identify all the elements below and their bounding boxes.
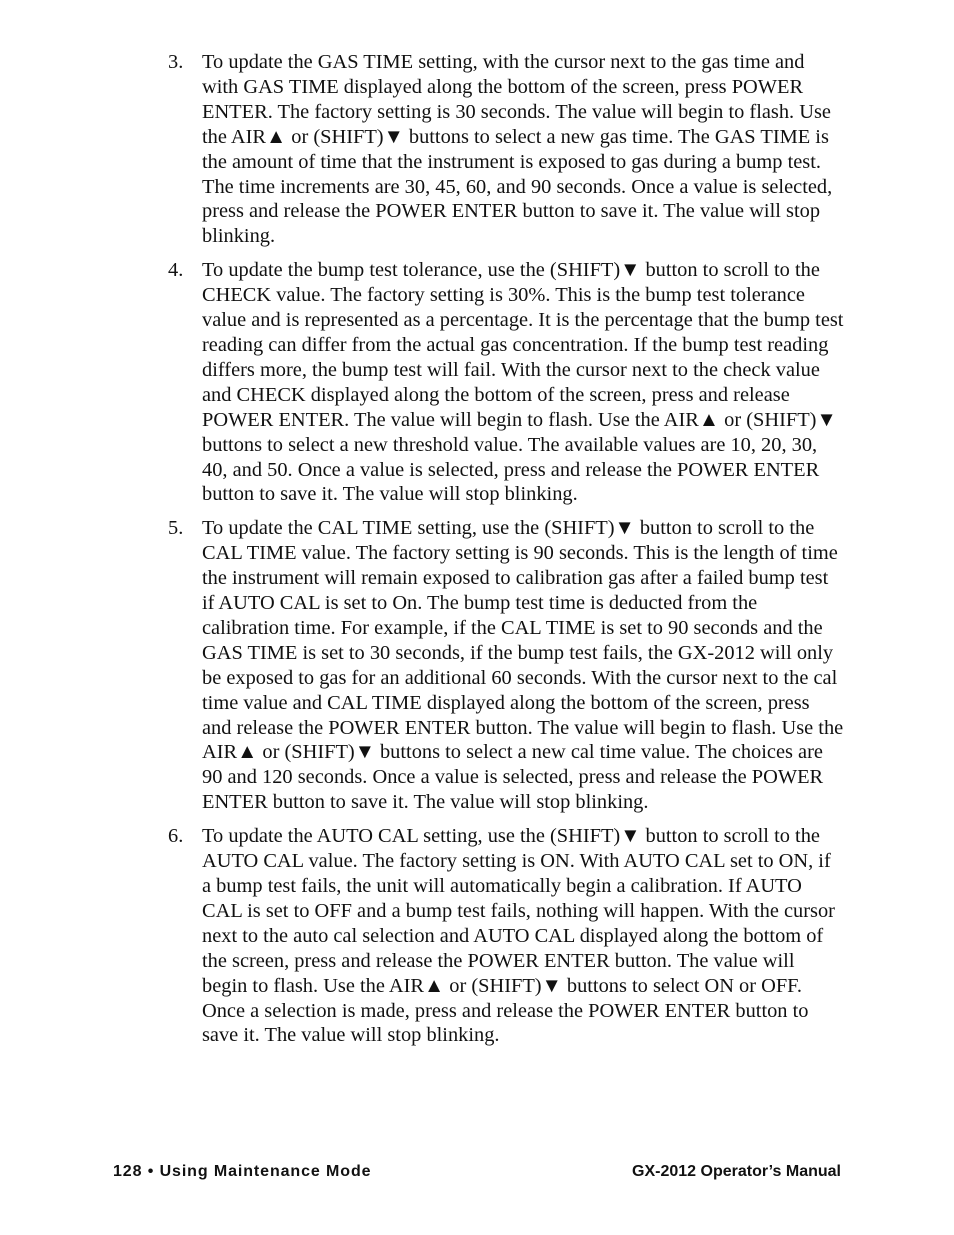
footer-page-section: 128 • Using Maintenance Mode: [113, 1163, 372, 1180]
instruction-steps: [168, 50, 844, 1057]
step-5: [168, 516, 844, 815]
step-number: 3.: [168, 51, 184, 73]
step-text: To update the CAL TIME setting, use the (SHIFT)▼ button to scroll to the CAL TIME value. The factory setting is 90 seconds. This is the length of time the instrument will remain exposed to calibration gas after a failed bump test if AUTO CAL is set to On. The bump test time is deducted from the calibration time. For example, if the CAL TIME is set to 90 seconds and the GAS TIME is set to 30 seconds, if the bump test fails, the GX-2012 will only be exposed to gas for an additional 60 seconds. With the cursor next to the cal time value and CAL TIME displayed along the bottom of the screen, press and release the POWER ENTER button. The value will begin to flash. Use the AIR▲ or (SHIFT)▼ buttons to select a new cal time value. The choices are 90 and 120 seconds. Once a value is selected, press and release the POWER ENTER button to save it. The value will stop blinking.: [202, 517, 844, 814]
step-number: 5.: [168, 517, 184, 540]
step-6: [168, 824, 844, 1048]
step-4: [168, 258, 844, 507]
step-text: To update the GAS TIME setting, with the cursor next to the gas time and with GAS TIME displayed along the bottom of the screen, press POWER ENTER. The factory setting is 30 seconds. The value will begin to flash. Use the AIR▲ or (SHIFT)▼ buttons to select a new gas time. The GAS TIME is the amount of time that the instrument is exposed to gas during a bump test. The time increments are 30, 45, 60, and 90 seconds. Once a value is selected, press and release the POWER ENTER button to save it. The value will stop blinking.: [202, 51, 833, 248]
step-text: To update the bump test tolerance, use the (SHIFT)▼ button to scroll to the CHECK value. The factory setting is 30%. This is the bump test tolerance value and is represented as a percentage. It is the percentage that the bump test reading can differ from the actual gas concentration. If the bump test reading differs more, the bump test will fail. With the cursor next to the check value and CHECK displayed along the bottom of the screen, press and release POWER ENTER. The value will begin to flash. Use the AIR▲ or (SHIFT)▼ buttons to select a new threshold value. The available values are 10, 20, 30, 40, and 50. Once a value is selected, press and release the POWER ENTER button to save it. The value will stop blinking.: [202, 259, 844, 506]
footer-manual-title: GX-2012 Operator’s Manual: [632, 1163, 841, 1180]
step-text: To update the AUTO CAL setting, use the (SHIFT)▼ button to scroll to the AUTO CAL value. The factory setting is ON. With AUTO CAL set to ON, if a bump test fails, the unit will automatically begin a calibration. If AUTO CAL is set to OFF and a bump test fails, nothing will happen. With the cursor next to the auto cal selection and AUTO CAL displayed along the bottom of the screen, press and release the POWER ENTER button. The value will begin to flash. Use the AIR▲ or (SHIFT)▼ buttons to select ON or OFF. Once a selection is made, press and release the POWER ENTER button to save it. The value will stop blinking.: [202, 825, 835, 1047]
step-number: 6.: [168, 825, 184, 848]
step-number: 4.: [168, 259, 184, 282]
step-3: [168, 50, 844, 249]
